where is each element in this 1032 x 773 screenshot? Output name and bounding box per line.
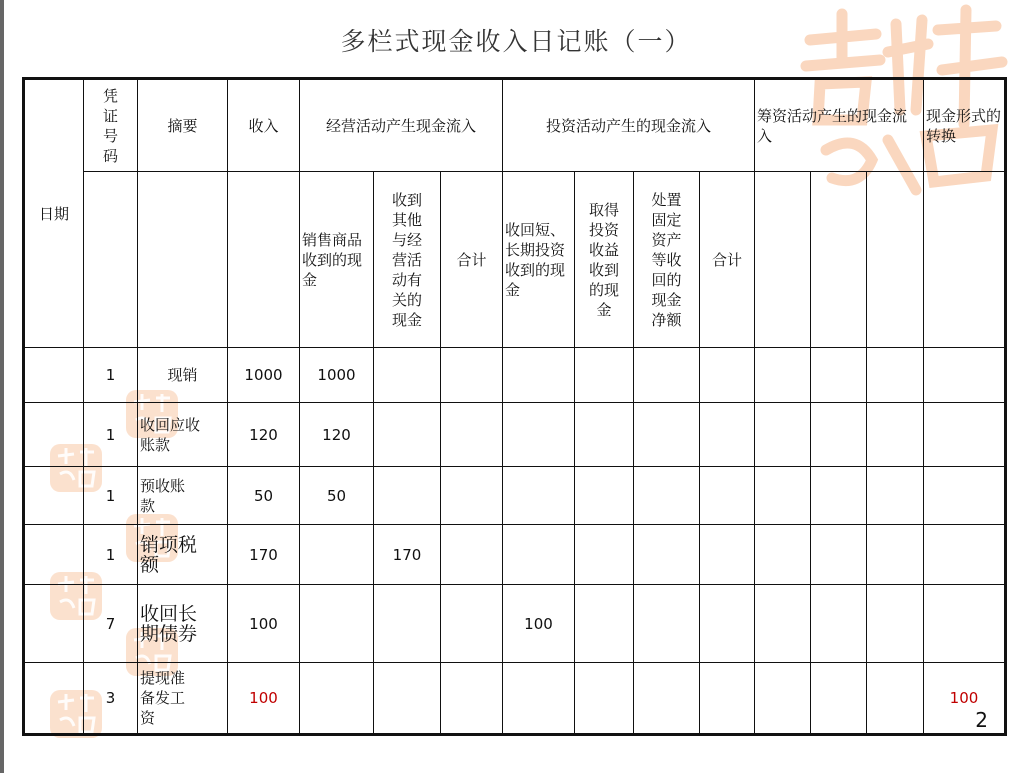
row-inv-disposal (634, 467, 700, 525)
row-op-total (441, 403, 503, 467)
header-inv-recover: 收回短、长期投资收到的现金 (503, 172, 575, 348)
header-inv-returns (575, 172, 634, 348)
row-summary-text: 销项税额 (140, 533, 198, 576)
row-op-sales: 1000 (300, 348, 374, 403)
header-op-other (374, 172, 441, 348)
row-summary (138, 585, 228, 663)
header-inv-disposal-text: 处置固定资产等收回的现金净额 (651, 190, 682, 329)
row-op-other (374, 663, 441, 735)
row-fin-3 (867, 585, 924, 663)
row-op-total (441, 525, 503, 585)
row-income: 120 (228, 403, 300, 467)
row-fin-3 (867, 403, 924, 467)
table-row (24, 467, 1006, 525)
row-summary-text: 收回长期债券 (140, 602, 198, 645)
header-date: 日期 (24, 79, 84, 348)
row-conversion (924, 525, 1006, 585)
page-title: 多栏式现金收入日记账（一） (340, 27, 692, 56)
row-inv-recover (503, 525, 575, 585)
row-fin-1 (755, 585, 811, 663)
row-fin-3 (867, 525, 924, 585)
header-voucher-blank (84, 172, 138, 348)
row-op-sales: 120 (300, 403, 374, 467)
header-summary: 摘要 (138, 79, 228, 172)
row-voucher: 1 (84, 467, 138, 525)
row-op-other: 170 (374, 525, 441, 585)
row-op-other (374, 467, 441, 525)
row-op-total (441, 348, 503, 403)
row-inv-disposal (634, 663, 700, 735)
row-summary-text: 收回应收账款 (140, 415, 201, 454)
row-fin-3 (867, 467, 924, 525)
header-row-subcolumns (24, 172, 1006, 348)
row-op-total (441, 585, 503, 663)
row-fin-3 (867, 348, 924, 403)
row-inv-recover (503, 348, 575, 403)
row-fin-1 (755, 525, 811, 585)
row-fin-2 (811, 403, 867, 467)
row-date (24, 467, 84, 525)
header-income: 收入 (228, 79, 300, 172)
header-op-total: 合计 (441, 172, 503, 348)
row-fin-1 (755, 403, 811, 467)
header-income-blank (228, 172, 300, 348)
row-inv-disposal (634, 403, 700, 467)
header-cash-conversion: 现金形式的转换 (924, 79, 1006, 172)
row-inv-returns (575, 467, 634, 525)
row-op-other (374, 348, 441, 403)
table-row (24, 403, 1006, 467)
row-op-other (374, 585, 441, 663)
header-voucher-no (84, 79, 138, 172)
header-inv-disposal (634, 172, 700, 348)
row-inv-total (700, 585, 755, 663)
row-voucher: 1 (84, 403, 138, 467)
header-voucher-no-text: 凭证号码 (103, 86, 119, 165)
header-summary-blank (138, 172, 228, 348)
row-fin-2 (811, 348, 867, 403)
row-conversion (924, 467, 1006, 525)
row-inv-returns (575, 525, 634, 585)
page-number: 2 (975, 708, 988, 732)
row-income: 100 (228, 663, 300, 735)
table-row (24, 525, 1006, 585)
row-fin-1 (755, 467, 811, 525)
row-summary: 现销 (138, 348, 228, 403)
row-income: 100 (228, 585, 300, 663)
row-inv-recover: 100 (503, 585, 575, 663)
row-date (24, 663, 84, 735)
row-fin-2 (811, 525, 867, 585)
row-summary-text: 预收账款 (140, 476, 186, 515)
row-op-total (441, 467, 503, 525)
row-summary (138, 467, 228, 525)
row-conversion (924, 403, 1006, 467)
row-voucher: 1 (84, 348, 138, 403)
row-fin-1 (755, 663, 811, 735)
row-summary-text: 提现准备发工资 (140, 669, 186, 727)
row-inv-disposal (634, 348, 700, 403)
row-fin-3 (867, 663, 924, 735)
row-inv-total (700, 467, 755, 525)
row-date (24, 403, 84, 467)
row-op-sales (300, 525, 374, 585)
row-income: 50 (228, 467, 300, 525)
header-fin-sub-2 (811, 172, 867, 348)
row-inv-recover (503, 403, 575, 467)
row-inv-recover (503, 663, 575, 735)
row-fin-2 (811, 467, 867, 525)
row-income: 1000 (228, 348, 300, 403)
row-inv-returns (575, 585, 634, 663)
row-summary (138, 663, 228, 735)
row-inv-returns (575, 663, 634, 735)
row-summary (138, 525, 228, 585)
row-op-sales (300, 585, 374, 663)
header-op-other-text: 收到其他与经营活动有关的现金 (392, 190, 423, 329)
row-conversion: 100 (924, 663, 1006, 735)
row-inv-recover (503, 467, 575, 525)
slide-left-edge (0, 0, 4, 773)
row-income: 170 (228, 525, 300, 585)
header-investing-group: 投资活动产生的现金流入 (503, 79, 755, 172)
row-op-total (441, 663, 503, 735)
row-inv-disposal (634, 585, 700, 663)
row-inv-returns (575, 348, 634, 403)
table-row (24, 348, 1006, 403)
row-fin-1 (755, 348, 811, 403)
row-voucher: 1 (84, 525, 138, 585)
row-inv-total (700, 663, 755, 735)
row-inv-total (700, 403, 755, 467)
row-inv-disposal (634, 525, 700, 585)
row-voucher: 3 (84, 663, 138, 735)
header-fin-sub-3 (867, 172, 924, 348)
header-conversion-blank (924, 172, 1006, 348)
row-op-sales: 50 (300, 467, 374, 525)
row-date (24, 525, 84, 585)
row-op-sales (300, 663, 374, 735)
row-fin-2 (811, 663, 867, 735)
header-fin-sub-1 (755, 172, 811, 348)
row-inv-total (700, 525, 755, 585)
header-inv-total: 合计 (700, 172, 755, 348)
table-row (24, 663, 1006, 735)
row-date (24, 585, 84, 663)
header-row-groups (24, 79, 1006, 172)
header-financing-group: 筹资活动产生的现金流入 (755, 79, 924, 172)
row-date (24, 348, 84, 403)
row-inv-total (700, 348, 755, 403)
row-fin-2 (811, 585, 867, 663)
row-inv-returns (575, 403, 634, 467)
header-operating-group: 经营活动产生现金流入 (300, 79, 503, 172)
header-op-sales: 销售商品收到的现金 (300, 172, 374, 348)
row-conversion (924, 585, 1006, 663)
row-conversion (924, 348, 1006, 403)
table-row (24, 585, 1006, 663)
row-summary (138, 403, 228, 467)
cash-receipts-journal-table (22, 77, 1007, 736)
row-op-other (374, 403, 441, 467)
row-voucher: 7 (84, 585, 138, 663)
header-inv-returns-text: 取得投资收益收到的现金 (589, 200, 620, 319)
